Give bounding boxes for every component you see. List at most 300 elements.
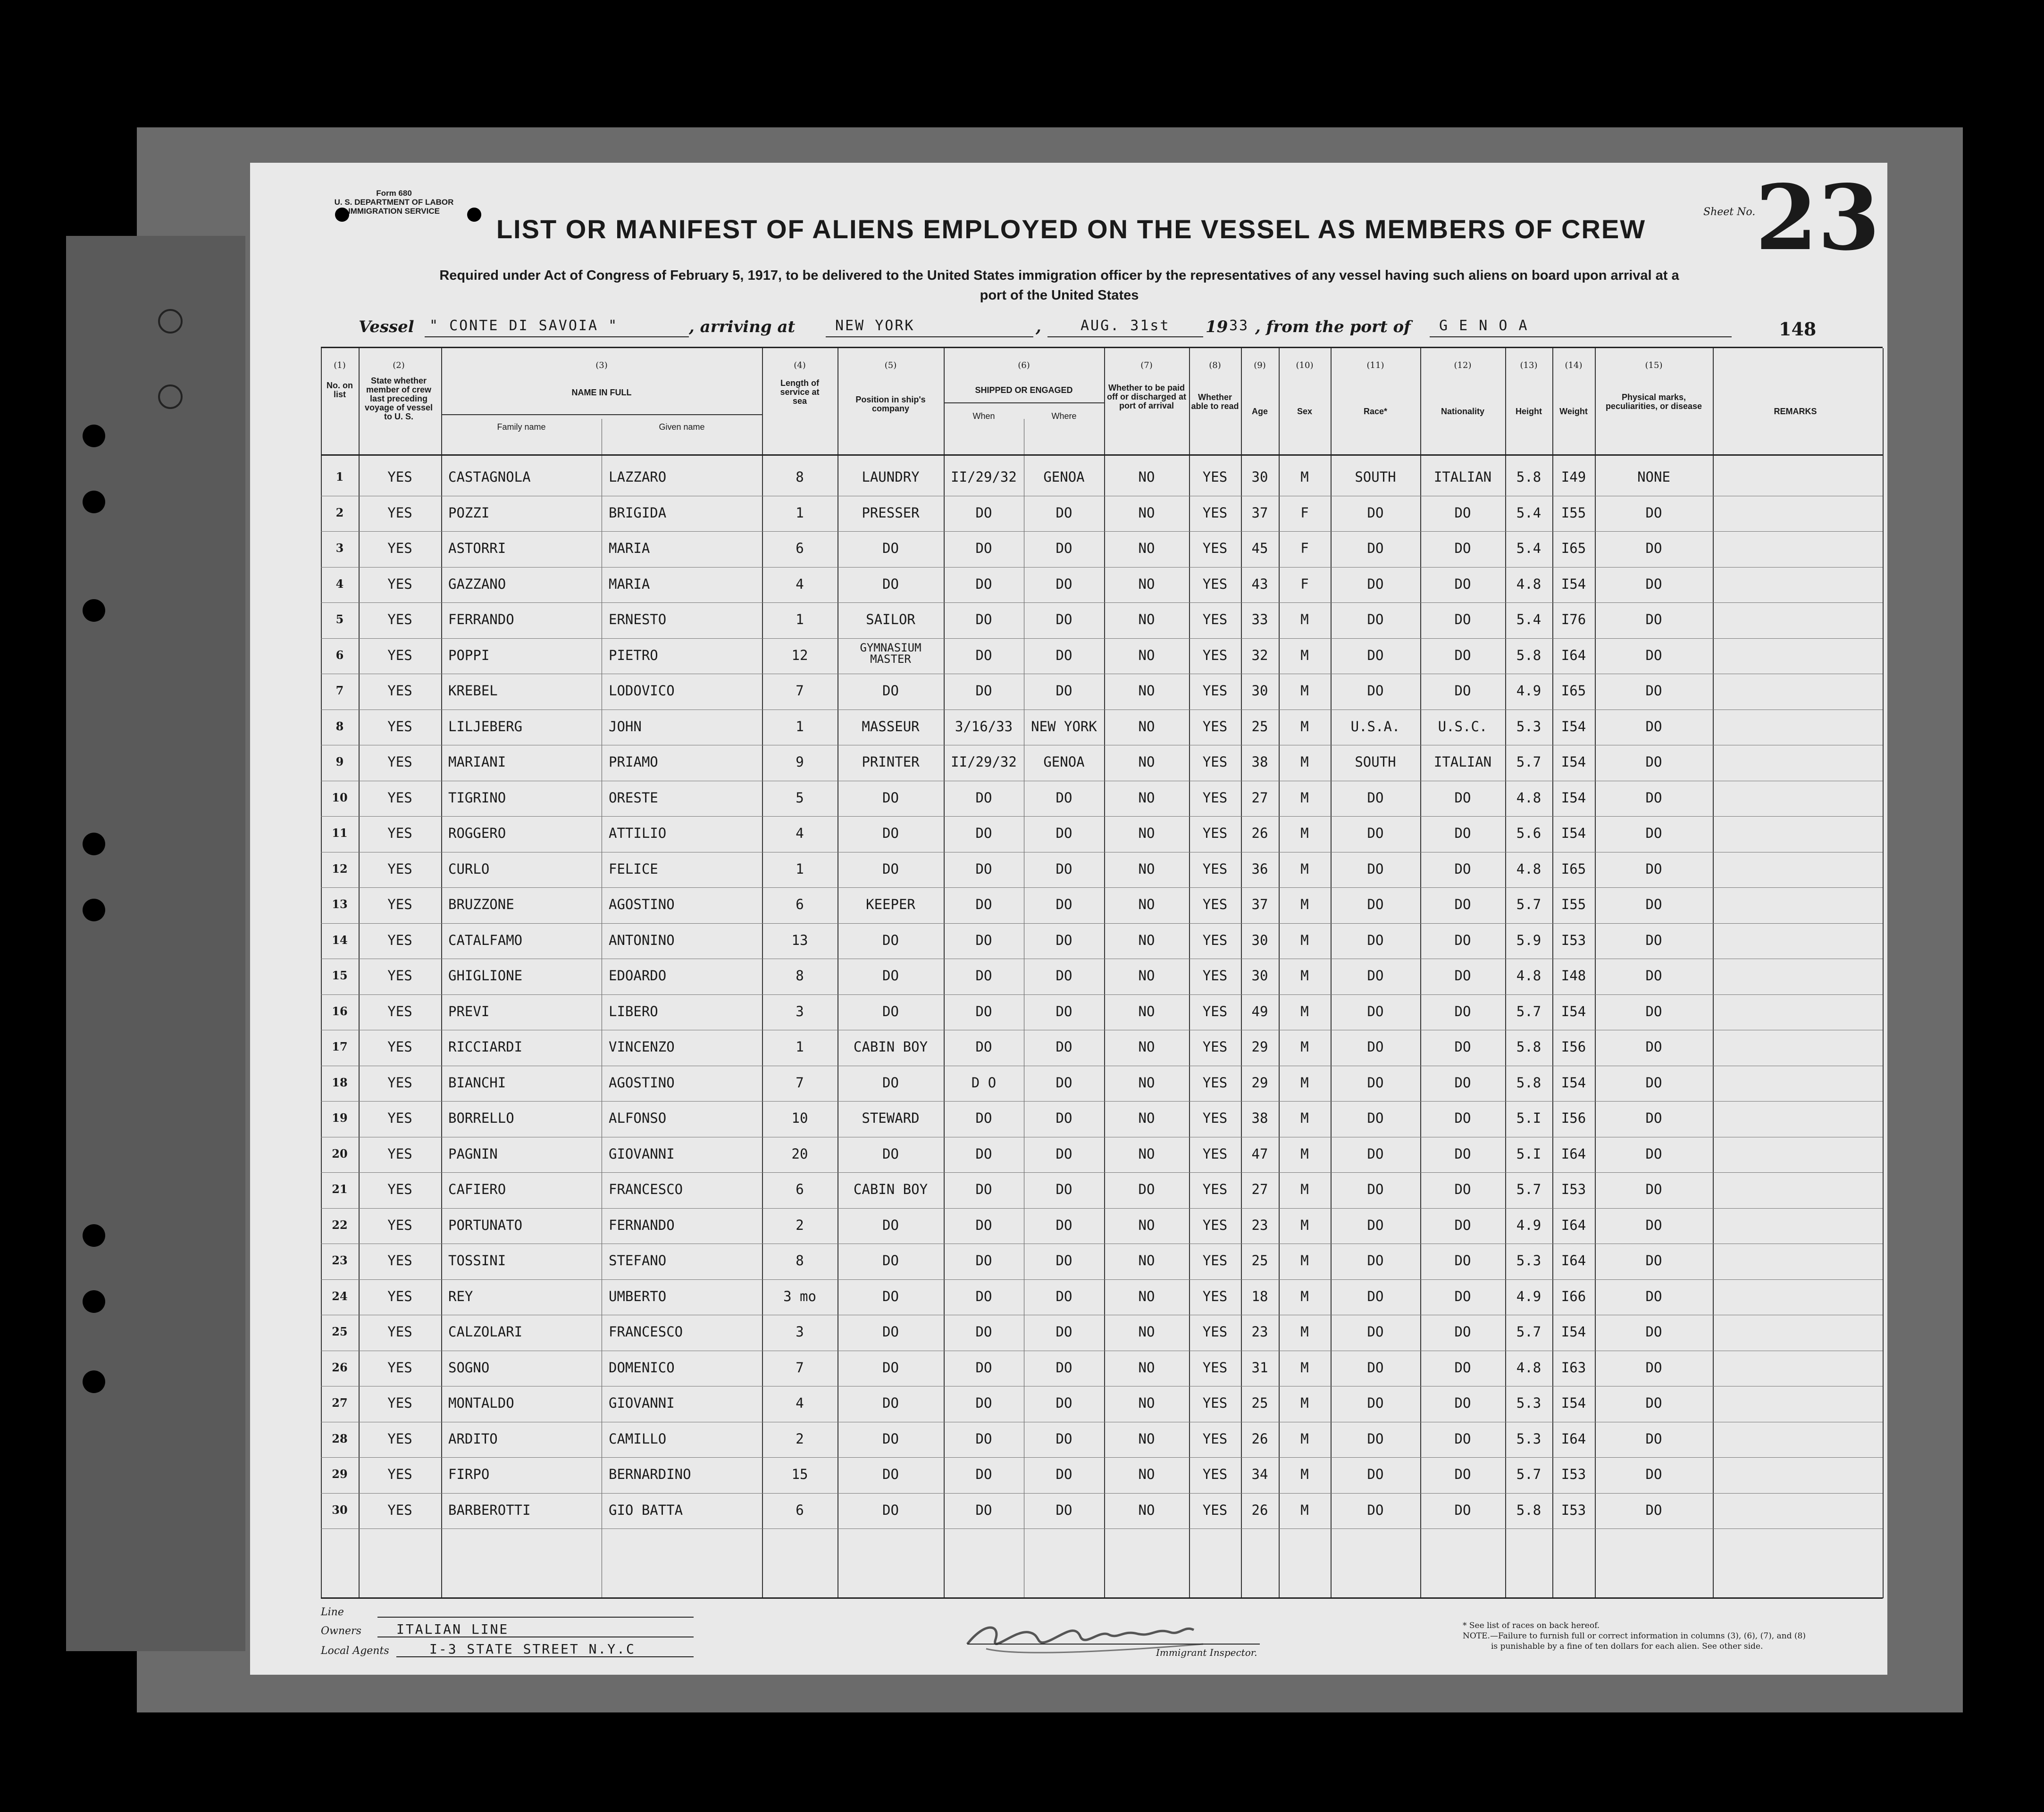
cell-service: 1 [796,718,804,735]
cell-weight: I55 [1561,504,1586,521]
cell-given: FELICE [609,860,658,877]
cell-read: YES [1202,683,1228,699]
cell-paid: NO [1138,1145,1155,1162]
cell-sex: M [1300,1253,1309,1269]
cell-age: 26 [1251,1502,1268,1518]
cell-where: DO [1056,1359,1072,1376]
cell-age: 25 [1251,718,1268,735]
cell-weight: I64 [1561,1217,1586,1233]
cell-prev: YES [387,1288,412,1304]
cell-sex: M [1300,1039,1309,1055]
table-row-rule [321,1101,1883,1102]
cell-nat: DO [1454,540,1471,556]
cell-race: DO [1367,1253,1384,1269]
cell-when: DO [975,1502,992,1518]
cell-prev: YES [387,469,412,485]
cell-paid: NO [1138,1359,1155,1376]
cell-age: 27 [1251,1181,1268,1197]
cell-no: 21 [332,1182,348,1196]
cell-nat: DO [1454,1145,1471,1162]
cell-where: DO [1056,1288,1072,1304]
cell-age: 23 [1251,1324,1268,1340]
table-row-rule [321,567,1883,568]
cell-position: DO [882,576,899,592]
cell-sex: M [1300,1502,1309,1518]
cell-age: 30 [1251,968,1268,984]
cell-when: DO [975,896,992,912]
cell-height: 4.9 [1516,1217,1541,1233]
cell-marks: DO [1645,1395,1662,1411]
cell-no: 15 [332,969,348,982]
cell-height: 4.8 [1516,968,1541,984]
cell-weight: I54 [1561,718,1586,735]
col-age-header: Age [1251,407,1268,416]
cell-service: 7 [796,1074,804,1091]
cell-when: DO [975,1253,992,1269]
table-row-rule [321,994,1883,995]
cell-position: PRESSER [862,504,920,521]
col-4-number: (4) [794,360,806,370]
cell-no: 22 [332,1218,348,1232]
cell-when: DO [975,825,992,841]
cell-marks: DO [1645,1145,1662,1162]
cell-no: 23 [332,1253,348,1267]
cell-service: 3 [796,1324,804,1340]
cell-where: DO [1056,647,1072,663]
cell-sex: M [1300,469,1309,485]
cell-prev: YES [387,683,412,699]
cell-family: BIANCHI [448,1074,506,1091]
cell-where: DO [1056,576,1072,592]
cell-age: 34 [1251,1466,1268,1482]
cell-paid: NO [1138,1288,1155,1304]
cell-age: 49 [1251,1003,1268,1019]
cell-sex: M [1300,1217,1309,1233]
cell-service: 1 [796,504,804,521]
cell-where: DO [1056,968,1072,984]
cell-family: CASTAGNOLA [448,469,531,485]
cell-weight: I54 [1561,754,1586,770]
cell-race: DO [1367,1039,1384,1055]
cell-marks: DO [1645,1039,1662,1055]
cell-read: YES [1202,1395,1228,1411]
cell-given: ALFONSO [609,1110,667,1126]
cell-position: CABIN BOY [853,1181,928,1197]
cell-family: FIRPO [448,1466,490,1482]
cell-race: DO [1367,1145,1384,1162]
cell-height: 5.8 [1516,1502,1541,1518]
cell-prev: YES [387,540,412,556]
col-family-name-header: Family name [497,422,546,432]
cell-marks: DO [1645,968,1662,984]
agents-underline [396,1656,694,1657]
cell-marks: DO [1645,1430,1662,1447]
cell-position: DO [882,825,899,841]
cell-weight: I54 [1561,1074,1586,1091]
cell-weight: I48 [1561,968,1586,984]
inspector-label: Immigrant Inspector. [1156,1647,1257,1658]
cell-weight: I63 [1561,1359,1586,1376]
cell-height: 5.6 [1516,825,1541,841]
cell-where: DO [1056,896,1072,912]
col-shipped-header: SHIPPED OR ENGAGED [975,385,1073,395]
cell-race: DO [1367,1074,1384,1091]
cell-race: DO [1367,860,1384,877]
cell-weight: I56 [1561,1110,1586,1126]
cell-sex: M [1300,754,1309,770]
cell-race: DO [1367,576,1384,592]
cell-given: FRANCESCO [609,1324,683,1340]
cell-race: U.S.A. [1350,718,1400,735]
cell-prev: YES [387,1466,412,1482]
cell-paid: NO [1138,1253,1155,1269]
cell-position: GYMNASIUM MASTER [860,641,921,666]
cell-marks: DO [1645,647,1662,663]
cell-where: DO [1056,1145,1072,1162]
cell-family: PORTUNATO [448,1217,523,1233]
cell-weight: I49 [1561,469,1586,485]
cell-prev: YES [387,1039,412,1055]
col-when-header: When [972,411,995,421]
col-10-number: (10) [1296,360,1314,370]
cell-read: YES [1202,1502,1228,1518]
cell-no: 4 [335,576,344,591]
arrival-date: AUG. 31st [1081,317,1170,334]
cell-weight: I64 [1561,647,1586,663]
table-column-rule [1883,348,1884,1598]
cell-read: YES [1202,825,1228,841]
cell-service: 13 [791,932,808,948]
cell-read: YES [1202,1359,1228,1376]
cell-when: DO [975,932,992,948]
cell-marks: DO [1645,1217,1662,1233]
cell-nat: DO [1454,1466,1471,1482]
cell-race: DO [1367,1003,1384,1019]
cell-height: 5.8 [1516,1074,1541,1091]
cell-position: DO [882,1502,899,1518]
cell-no: 24 [332,1289,348,1303]
cell-when: DO [975,1466,992,1482]
punch-hole [83,899,105,921]
cell-where: DO [1056,1395,1072,1411]
cell-service: 4 [796,1395,804,1411]
cell-read: YES [1202,1145,1228,1162]
cell-read: YES [1202,754,1228,770]
owners-label: Owners [321,1625,361,1637]
table-bottom-rule [321,1597,1883,1599]
cell-nat: ITALIAN [1433,469,1492,485]
cell-service: 2 [796,1430,804,1447]
cell-weight: I53 [1561,1502,1586,1518]
cell-given: ATTILIO [609,825,667,841]
date-underline [1047,336,1203,337]
cell-read: YES [1202,1253,1228,1269]
cell-where: DO [1056,1039,1072,1055]
cell-height: 4.9 [1516,1288,1541,1304]
cell-weight: I54 [1561,825,1586,841]
cell-given: AGOSTINO [609,896,675,912]
cell-prev: YES [387,825,412,841]
cell-where: DO [1056,932,1072,948]
cell-family: ROGGERO [448,825,506,841]
cell-service: 15 [791,1466,808,1482]
cell-when: DO [975,1288,992,1304]
cell-family: MARIANI [448,754,506,770]
cell-no: 30 [332,1503,348,1517]
table-row-rule [321,816,1883,817]
cell-height: 5.3 [1516,1430,1541,1447]
cell-service: 10 [791,1110,808,1126]
cell-weight: I66 [1561,1288,1586,1304]
cell-where: DO [1056,1181,1072,1197]
cell-when: II/29/32 [951,469,1017,485]
cell-paid: NO [1138,540,1155,556]
subtitle-line-2: port of the United States [980,288,1139,303]
cell-prev: YES [387,932,412,948]
cell-read: YES [1202,789,1228,806]
cell-sex: M [1300,718,1309,735]
cell-prev: YES [387,754,412,770]
cell-weight: I54 [1561,1395,1586,1411]
line-label: Line [321,1606,344,1618]
cell-age: 43 [1251,576,1268,592]
cell-service: 5 [796,789,804,806]
col-11-number: (11) [1366,360,1384,370]
cell-position: MASSEUR [862,718,920,735]
cell-weight: I76 [1561,611,1586,627]
cell-prev: YES [387,1074,412,1091]
cell-sex: M [1300,825,1309,841]
col-5-number: (5) [884,360,897,370]
cell-given: PIETRO [609,647,658,663]
cell-position: PRINTER [862,754,920,770]
cell-race: DO [1367,683,1384,699]
cell-family: CATALFAMO [448,932,523,948]
cell-race: DO [1367,1430,1384,1447]
cell-marks: DO [1645,932,1662,948]
table-row-rule [321,1528,1883,1529]
separator-comma: , [1036,317,1041,336]
col-15-number: (15) [1645,360,1663,370]
cell-sex: M [1300,1110,1309,1126]
cell-marks: DO [1645,1502,1662,1518]
cell-paid: NO [1138,469,1155,485]
footnote [1463,1620,1878,1652]
cell-marks: DO [1645,1110,1662,1126]
cell-family: POPPI [448,647,490,663]
cell-sex: M [1300,860,1309,877]
cell-age: 31 [1251,1359,1268,1376]
cell-sex: M [1300,1466,1309,1482]
cell-given: ORESTE [609,789,658,806]
cell-position: DO [882,789,899,806]
cell-prev: YES [387,968,412,984]
table-row-rule [321,602,1883,603]
cell-when: DO [975,504,992,521]
cell-paid: NO [1138,1395,1155,1411]
cell-race: DO [1367,789,1384,806]
cell-sex: F [1300,504,1309,521]
cell-paid: NO [1138,647,1155,663]
cell-race: DO [1367,611,1384,627]
cell-nat: DO [1454,1359,1471,1376]
cell-race: DO [1367,1110,1384,1126]
cell-read: YES [1202,1181,1228,1197]
col-7-number: (7) [1140,360,1153,370]
cell-service: 6 [796,540,804,556]
cell-when: DO [975,1359,992,1376]
cell-position: DO [882,1074,899,1091]
cell-family: BORRELLO [448,1110,514,1126]
cell-position: DO [882,1324,899,1340]
cell-where: DO [1056,1253,1072,1269]
cell-prev: YES [387,718,412,735]
cell-race: DO [1367,1466,1384,1482]
cell-race: DO [1367,896,1384,912]
cell-when: DO [975,1395,992,1411]
cell-position: KEEPER [866,896,915,912]
cell-when: DO [975,1181,992,1197]
cell-where: DO [1056,1324,1072,1340]
cell-height: 5.7 [1516,1324,1541,1340]
cell-prev: YES [387,860,412,877]
cell-height: 5.7 [1516,1181,1541,1197]
cell-height: 5.3 [1516,718,1541,735]
table-column-rule [1713,348,1714,1598]
cell-nat: DO [1454,683,1471,699]
department-name: U. S. DEPARTMENT OF LABOR [334,198,454,207]
race-footnote: * See list of races on back hereof. [1463,1621,1600,1630]
cell-given: LAZZARO [609,469,667,485]
cell-position: LAUNDRY [862,469,920,485]
cell-service: 1 [796,611,804,627]
cell-weight: I53 [1561,1181,1586,1197]
cell-family: REY [448,1288,473,1304]
cell-service: 9 [796,754,804,770]
cell-paid: NO [1138,789,1155,806]
cell-family: KREBEL [448,683,498,699]
subtitle-line-1: Required under Act of Congress of February 5, 1917, to be delivered to the United States immigration officer by the representatives of any vessel having such aliens on board upon arrival at a [439,268,1679,283]
punch-hole [83,1370,105,1393]
cell-no: 9 [335,755,344,768]
cell-height: 4.9 [1516,683,1541,699]
cell-service: 6 [796,1181,804,1197]
cell-given: LIBERO [609,1003,658,1019]
cell-family: PAGNIN [448,1145,498,1162]
penalty-note-1: NOTE.—Failure to furnish full or correct information in columns (3), (6), (7), and (8) [1463,1631,1806,1641]
cell-given: LODOVICO [609,683,675,699]
cell-position: CABIN BOY [853,1039,928,1055]
cell-nat: ITALIAN [1433,754,1492,770]
cell-given: PRIAMO [609,754,658,770]
cell-where: DO [1056,1502,1072,1518]
cell-height: 5.I [1516,1145,1541,1162]
cell-read: YES [1202,1466,1228,1482]
cell-age: 38 [1251,754,1268,770]
cell-given: AGOSTINO [609,1074,675,1091]
year-prefix: 19 [1206,317,1228,336]
cell-when: II/29/32 [951,754,1017,770]
cell-given: JOHN [609,718,642,735]
header-bottom-rule [321,454,1883,456]
cell-paid: NO [1138,1466,1155,1482]
col-name-header: NAME IN FULL [571,388,632,397]
cell-prev: YES [387,1324,412,1340]
col-no-header: No. on list [327,381,353,399]
cell-when: DO [975,576,992,592]
cell-service: 1 [796,860,804,877]
cell-sex: M [1300,1395,1309,1411]
cell-nat: DO [1454,1110,1471,1126]
cell-age: 47 [1251,1145,1268,1162]
cell-service: 8 [796,1253,804,1269]
cell-age: 29 [1251,1074,1268,1091]
cell-where: DO [1056,825,1072,841]
cell-position: DO [882,932,899,948]
cell-no: 28 [332,1431,348,1445]
table-row-rule [321,638,1883,639]
cell-sex: M [1300,683,1309,699]
cell-sex: M [1300,1145,1309,1162]
cell-when: DO [975,1430,992,1447]
cell-given: BERNARDINO [609,1466,691,1482]
cell-race: DO [1367,504,1384,521]
cell-race: DO [1367,1502,1384,1518]
cell-age: 37 [1251,896,1268,912]
cell-weight: I64 [1561,1253,1586,1269]
cell-service: 12 [791,647,808,663]
col-12-number: (12) [1454,360,1472,370]
cell-nat: DO [1454,825,1471,841]
cell-family: RICCIARDI [448,1039,523,1055]
header-sub-rule [944,402,1104,403]
cell-no: 16 [332,1004,348,1018]
cell-prev: YES [387,1395,412,1411]
cell-position: DO [882,1359,899,1376]
cell-age: 33 [1251,611,1268,627]
cell-no: 19 [332,1111,348,1125]
cell-race: DO [1367,932,1384,948]
col-service-header: Length of service at sea [780,378,820,406]
cell-sex: M [1300,1288,1309,1304]
cell-read: YES [1202,647,1228,663]
cell-nat: DO [1454,1502,1471,1518]
cell-paid: NO [1138,1074,1155,1091]
col-where-header: Where [1051,411,1077,421]
cell-given: VINCENZO [609,1039,675,1055]
cell-height: 4.8 [1516,1359,1541,1376]
cell-no: 10 [332,790,348,804]
cell-family: MONTALDO [448,1395,514,1411]
cell-age: 18 [1251,1288,1268,1304]
cell-sex: M [1300,1430,1309,1447]
cell-race: DO [1367,825,1384,841]
cell-nat: DO [1454,611,1471,627]
cell-position: DO [882,1430,899,1447]
cell-paid: NO [1138,611,1155,627]
cell-family: TOSSINI [448,1253,506,1269]
cell-paid: NO [1138,968,1155,984]
cell-prev: YES [387,1430,412,1447]
cell-family: GAZZANO [448,576,506,592]
cell-marks: DO [1645,754,1662,770]
cell-prev: YES [387,1502,412,1518]
from-label: , from the port of [1255,317,1411,336]
cell-marks: NONE [1637,469,1670,485]
cell-weight: I64 [1561,1430,1586,1447]
cell-service: 7 [796,683,804,699]
cell-prev: YES [387,896,412,912]
